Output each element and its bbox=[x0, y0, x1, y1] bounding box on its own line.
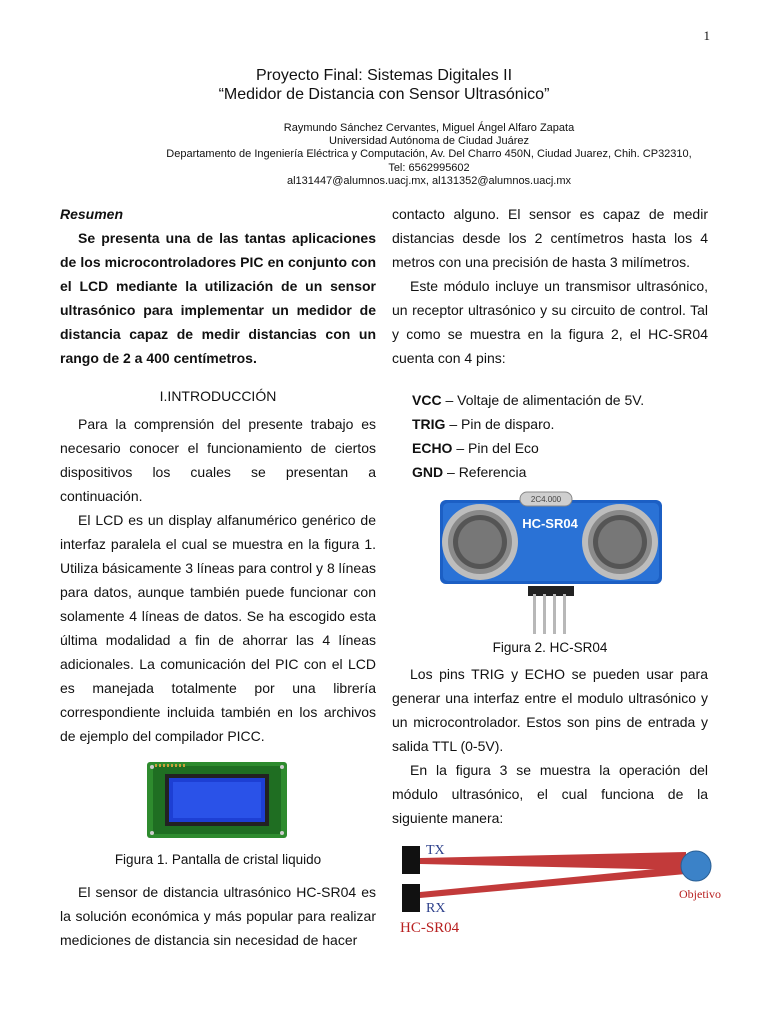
rx-label: RX bbox=[426, 901, 446, 916]
pin-item: TRIG – Pin de disparo. bbox=[412, 416, 555, 432]
right-column bbox=[392, 202, 721, 940]
pin-item: GND – Referencia bbox=[412, 464, 527, 480]
university: Universidad Autónoma de Ciudad Juárez bbox=[329, 135, 529, 148]
figure-3-operation-diagram bbox=[396, 840, 726, 940]
intro-paragraph-3: El sensor de distancia ultrasónico HC-SR04 es la solución económica y más popular para realizar mediciones de distancia sin necesidad de hacer bbox=[60, 884, 376, 948]
left-column bbox=[60, 202, 376, 952]
author-block bbox=[0, 122, 768, 188]
intro-paragraph-1: Para la comprensión del presente trabajo es necesario conocer el funcionamiento de ciertos dispositivos los cuales se presentan a continuación. bbox=[60, 416, 376, 504]
module-label: HC-SR04 bbox=[522, 516, 578, 531]
telephone: Tel: 6562995602 bbox=[388, 161, 470, 174]
figure-2-caption: Figura 2. HC-SR04 bbox=[492, 640, 608, 655]
title-line-2: “Medidor de Distancia con Sensor Ultrasónico” bbox=[218, 86, 550, 103]
figure-1-caption: Figura 1. Pantalla de cristal liquido bbox=[114, 852, 322, 867]
paper-title bbox=[0, 66, 768, 104]
emails: al131447@alumnos.uacj.mx, al131352@alumnos.uacj.mx bbox=[286, 174, 572, 187]
pin-item: ECHO – Pin del Eco bbox=[412, 440, 539, 456]
figure-1-lcd-image bbox=[143, 758, 293, 844]
intro-paragraph-2: El LCD es un display alfanumérico genérico de interfaz paralela el cual se muestra en la figura 1. Utiliza básicamente 3 líneas para control y 8 líneas para datos, aunque también puede funcionar con solamente 4 líneas de datos. Se ha escogido esta última modalidad a fin de ahorrar las 4 líneas adicionales. La comunicación del PIC con el LCD es manejada totalmente por una librería correspondiente incluida también en los archivos de ejemplo del compilador PICC. bbox=[60, 512, 376, 744]
pin-list bbox=[412, 388, 708, 484]
target-label: Objetivo bbox=[679, 887, 721, 901]
sensor-label: HC-SR04 bbox=[400, 920, 460, 936]
abstract-text: Se presenta una de las tantas aplicaciones de los microcontroladores PIC en conjunto con el LCD mediante la utilización de un sensor ultrasónico para implementar un medidor de distancia capaz de medir distancias con un rango de 2 a 400 centímetros. bbox=[60, 230, 376, 366]
department: Departamento de Ingeniería Eléctrica y Computación, Av. Del Charro 450N, Ciudad Juarez, Chih. CP32310, bbox=[166, 148, 692, 161]
author-names: Raymundo Sánchez Cervantes, Miguel Ángel Alfaro Zapata bbox=[283, 122, 575, 134]
right-paragraph-1: contacto alguno. El sensor es capaz de medir distancias desde los 2 centímetros hasta los 4 metros con una precisión de hasta 3 milímetros. bbox=[392, 206, 708, 270]
page-number: 1 bbox=[703, 28, 710, 43]
pin-item: VCC – Voltaje de alimentación de 5V. bbox=[412, 392, 645, 408]
right-paragraph-4: En la figura 3 se muestra la operación del módulo ultrasónico, el cual funciona de la siguiente manera: bbox=[392, 762, 708, 826]
crystal-label: 2C4.000 bbox=[530, 495, 562, 504]
figure-2-hcsr04-image bbox=[430, 488, 670, 638]
right-paragraph-2: Este módulo incluye un transmisor ultrasónico, un receptor ultrasónico y su circuito de control. Tal y como se muestra en la figura 2, el HC-SR04 cuenta con 4 pins: bbox=[392, 278, 708, 366]
right-paragraph-3: Los pins TRIG y ECHO se pueden usar para generar una interfaz entre el modulo ultrasónico y un microcontrolador. Estos son pins de entrada y salida TTL (0-5V). bbox=[392, 666, 708, 754]
title-line-1: Proyecto Final: Sistemas Digitales II bbox=[255, 67, 513, 84]
abstract-heading: Resumen bbox=[60, 206, 124, 222]
section-heading-introduction: I.INTRODUCCIÓN bbox=[159, 388, 277, 404]
tx-label: TX bbox=[426, 843, 445, 858]
